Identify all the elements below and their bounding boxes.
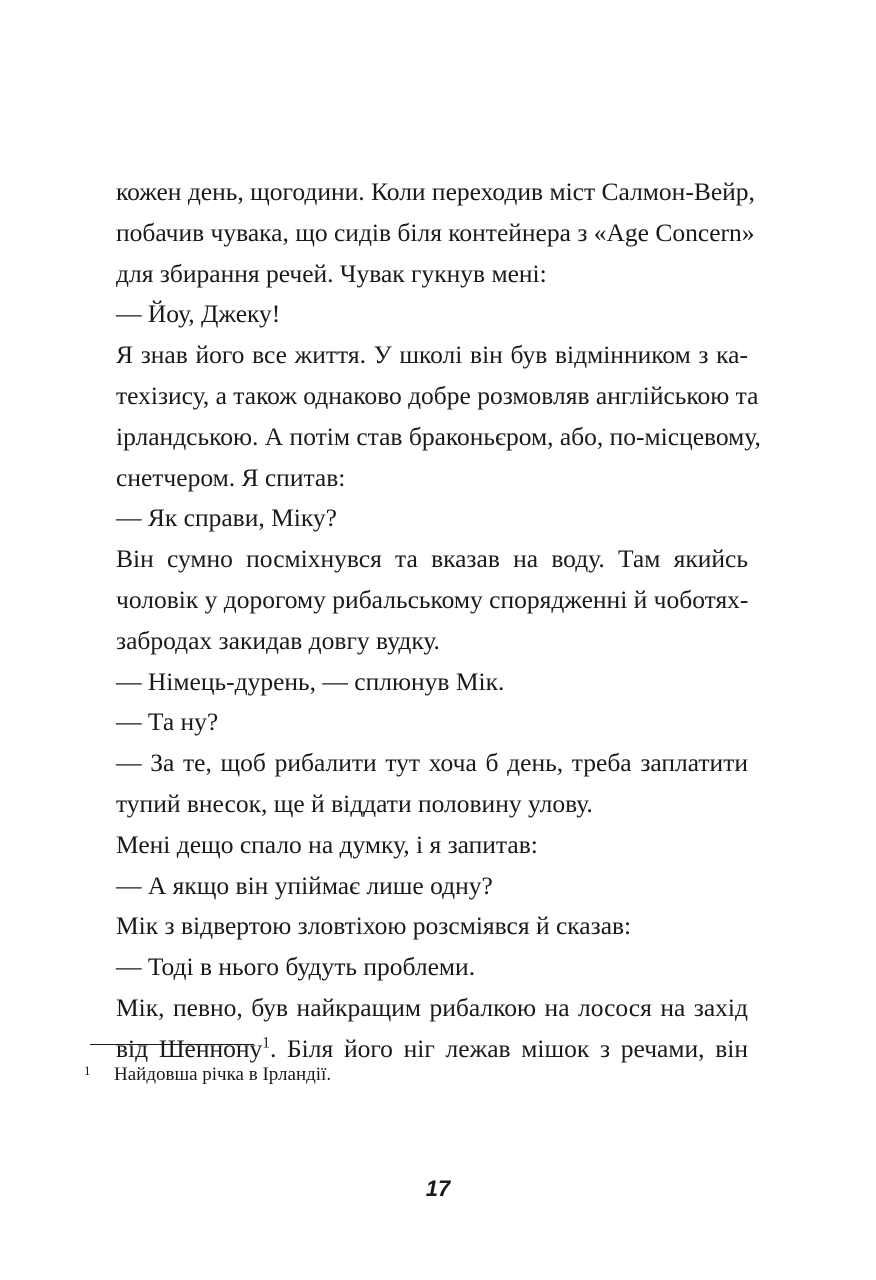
text-line: Мік з відвертою зловтіхою розсміявся й сказав: [116, 911, 632, 941]
text-line: — Тоді в нього будуть проблеми. [116, 952, 476, 982]
text-line: техізису, а також однаково добре розмовляв англійською та [116, 380, 759, 410]
text-line: кожен день, щогодини. Коли переходив міст Салмон-Вейр, [116, 177, 755, 206]
text-line: — А якщо він упіймає лише одну? [116, 870, 493, 900]
body-text [116, 172, 761, 1070]
text-line: Мені дещо спало на думку, і я запитав: [116, 829, 538, 859]
text-line: — Та ну? [116, 707, 219, 737]
footnote-divider [90, 1044, 254, 1045]
text-line: Він сумно посміхнувся та вказав на воду. Там якийсь [116, 544, 748, 574]
text-segment: . Біля його ніг лежав мішок з речами, він [269, 1033, 748, 1063]
text-line: — За те, щоб рибалити тут хоча б день, треба заплатити [116, 748, 748, 778]
text-line: Мік, певно, був найкращим рибалкою на лосося на захід [116, 992, 748, 1022]
footnote-reference: 1 [262, 1034, 270, 1052]
text-line: — Йоу, Джеку! [116, 299, 281, 329]
text-line: ірландською. А потім став браконьєром, або, по-місцевому, [116, 421, 761, 451]
text-line: тупий внесок, ще й віддати половину улову. [116, 788, 593, 818]
text-line: — Як справи, Міку? [116, 503, 337, 533]
text-segment: від Шеннону [116, 1033, 263, 1063]
text-line: снетчером. Я спитав: [116, 462, 346, 492]
footnote-text: Найдовша річка в Ірландії. [114, 1064, 332, 1085]
text-line: побачив чувака, що сидів біля контейнера з «Age Concern» [116, 217, 755, 247]
text-line: чоловік у дорогому рибальському спорядженні й чоботях- [116, 584, 749, 614]
text-line: забродах закидав довгу вудку. [116, 625, 440, 655]
page-number: 17 [425, 1176, 451, 1201]
text-line: для збирання речей. Чувак гукнув мені: [116, 258, 547, 288]
text-line: Я знав його все життя. У школі він був відмінником з ка- [116, 340, 748, 370]
footnote-mark: 1 [84, 1063, 91, 1078]
text-line: — Німець-дурень, — сплюнув Мік. [116, 666, 505, 696]
footnote [84, 1058, 331, 1088]
